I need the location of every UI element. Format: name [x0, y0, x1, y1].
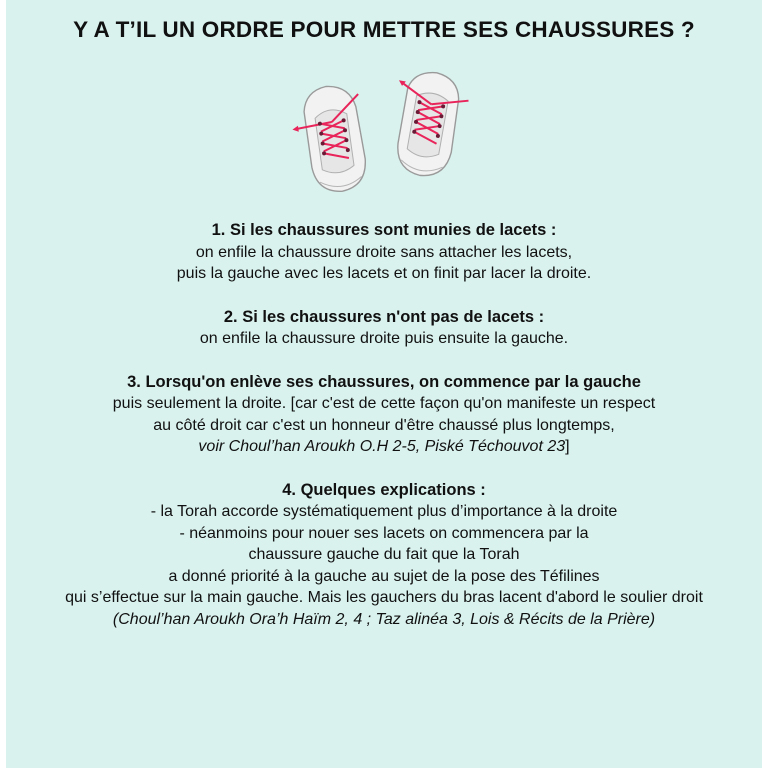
text-line: chaussure gauche du fait que la Torah: [248, 546, 520, 563]
text-line: puis seulement la droite. [car c'est de cette façon qu'on manifeste un respect: [112, 395, 656, 412]
text-line: - la Torah accorde systématiquement plus d’importance à la droite: [150, 503, 618, 520]
text-line: a donné priorité à la gauche au sujet de la pose des Téfilines: [168, 567, 600, 585]
page-title: Y A T’IL UN ORDRE POUR METTRE SES CHAUSSURES ?: [73, 17, 695, 42]
poster: [6, 0, 762, 768]
shoes-icon: [278, 68, 482, 200]
reference-line: [6, 436, 762, 458]
section-no-laces: [6, 307, 762, 350]
text-line: au côté droit car c'est un honneur d'être chaussé plus longtemps,: [153, 416, 615, 434]
text-line: on enfile la chaussure droite sans attacher les lacets,: [195, 243, 573, 261]
section-heading: 4. Quelques explications :: [282, 480, 486, 499]
section-heading: 3. Lorsqu'on enlève ses chaussures, on commence par la gauche: [127, 372, 641, 391]
bracket-close: ]: [565, 438, 570, 455]
text-line: puis la gauche avec les lacets et on finit par lacer la droite.: [176, 265, 592, 282]
text-line: on enfile la chaussure droite puis ensuite la gauche.: [199, 330, 569, 347]
section-explanations: [6, 480, 762, 631]
text-line: - néanmoins pour nouer ses lacets on commencera par la: [179, 524, 589, 542]
text-line: qui s’effectue sur la main gauche. Mais les gauchers du bras lacent d'abord le soulier droit: [65, 589, 703, 606]
section-heading: 1. Si les chaussures sont munies de lacets :: [211, 221, 557, 239]
reference: (Choul’han Aroukh Ora’h Haïm 2, 4 ; Taz alinéa 3, Lois & Récits de la Prière): [112, 610, 656, 628]
section-removing: [6, 372, 762, 458]
section-laces: [6, 220, 762, 285]
article-body: [6, 220, 762, 652]
reference: voir Choul’han Aroukh O.H 2-5, Piské Téchouvot 23: [198, 438, 566, 455]
section-heading: 2. Si les chaussures n'ont pas de lacets :: [223, 307, 545, 326]
